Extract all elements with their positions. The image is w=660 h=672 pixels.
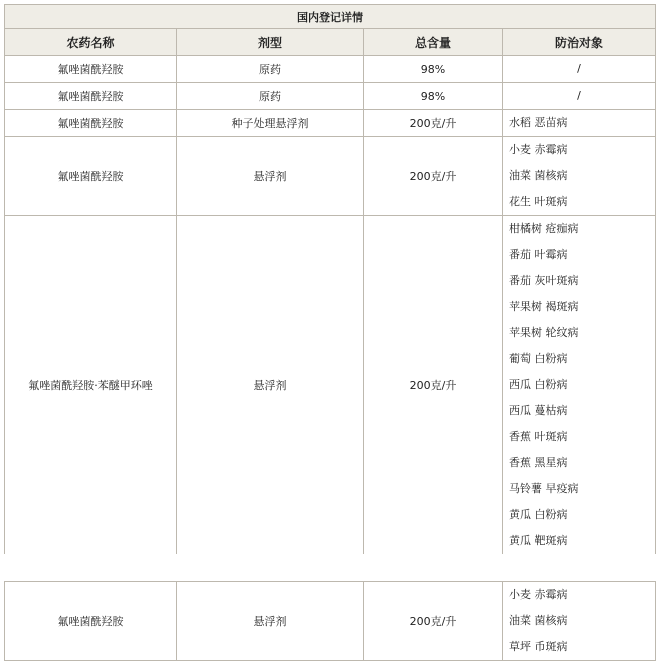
registration-table-continued — [4, 581, 656, 661]
cell-pesticide-name: 氟唑菌酰羟胺 — [5, 83, 177, 110]
target-item: 花生 叶斑病 — [509, 195, 568, 208]
table-caption: 国内登记详情 — [5, 5, 656, 29]
target-item: 苹果树 轮纹病 — [509, 326, 579, 339]
target-item: 黄瓜 白粉病 — [509, 508, 568, 521]
header-form: 剂型 — [177, 29, 364, 56]
cell-pesticide-name: 氟唑菌酰羟胺 — [5, 56, 177, 83]
cell-pesticide-name: 氟唑菌酰羟胺·苯醚甲环唑 — [5, 216, 177, 555]
header-targets: 防治对象 — [503, 29, 656, 56]
cell-total-content: 200克/升 — [364, 137, 503, 216]
target-item: 香蕉 黑星病 — [509, 456, 568, 469]
table-row — [5, 83, 656, 110]
target-item: 小麦 赤霉病 — [509, 143, 568, 156]
cell-formulation: 悬浮剂 — [177, 582, 364, 661]
table-row — [5, 110, 656, 137]
target-item: 黄瓜 靶斑病 — [509, 534, 568, 547]
target-item: 柑橘树 疮痂病 — [509, 222, 579, 235]
target-item: 油菜 菌核病 — [509, 614, 568, 627]
cell-formulation: 悬浮剂 — [177, 216, 364, 555]
registration-table — [4, 4, 656, 554]
cell-targets — [503, 56, 656, 83]
target-item: 番茄 叶霉病 — [509, 248, 568, 261]
cell-targets — [503, 110, 656, 137]
target-item: / — [577, 89, 581, 102]
target-item: 葡萄 白粉病 — [509, 352, 568, 365]
target-item: 西瓜 白粉病 — [509, 378, 568, 391]
table-row — [5, 56, 656, 83]
cell-targets — [503, 137, 656, 216]
target-item: 小麦 赤霉病 — [509, 588, 568, 601]
cell-formulation: 原药 — [177, 83, 364, 110]
target-item: 香蕉 叶斑病 — [509, 430, 568, 443]
target-item: / — [577, 62, 581, 75]
target-item: 苹果树 褐斑病 — [509, 300, 579, 313]
target-item: 水稻 恶苗病 — [509, 116, 568, 129]
table-row — [5, 137, 656, 216]
cell-formulation: 种子处理悬浮剂 — [177, 110, 364, 137]
cell-targets — [503, 83, 656, 110]
table-row — [5, 582, 656, 661]
cell-pesticide-name: 氟唑菌酰羟胺 — [5, 110, 177, 137]
target-item: 草坪 币斑病 — [509, 640, 568, 653]
header-name: 农药名称 — [5, 29, 177, 56]
header-content: 总含量 — [364, 29, 503, 56]
cell-targets — [503, 216, 656, 555]
table-row — [5, 216, 656, 555]
cell-total-content: 200克/升 — [364, 110, 503, 137]
cell-total-content: 98% — [364, 83, 503, 110]
cell-pesticide-name: 氟唑菌酰羟胺 — [5, 582, 177, 661]
cell-total-content: 98% — [364, 56, 503, 83]
cell-total-content: 200克/升 — [364, 582, 503, 661]
cell-pesticide-name: 氟唑菌酰羟胺 — [5, 137, 177, 216]
cell-targets — [503, 582, 656, 661]
target-item: 马铃薯 早疫病 — [509, 482, 579, 495]
target-item: 番茄 灰叶斑病 — [509, 274, 579, 287]
cell-formulation: 原药 — [177, 56, 364, 83]
target-item: 油菜 菌核病 — [509, 169, 568, 182]
cell-total-content: 200克/升 — [364, 216, 503, 555]
cell-formulation: 悬浮剂 — [177, 137, 364, 216]
target-item: 西瓜 蔓枯病 — [509, 404, 568, 417]
